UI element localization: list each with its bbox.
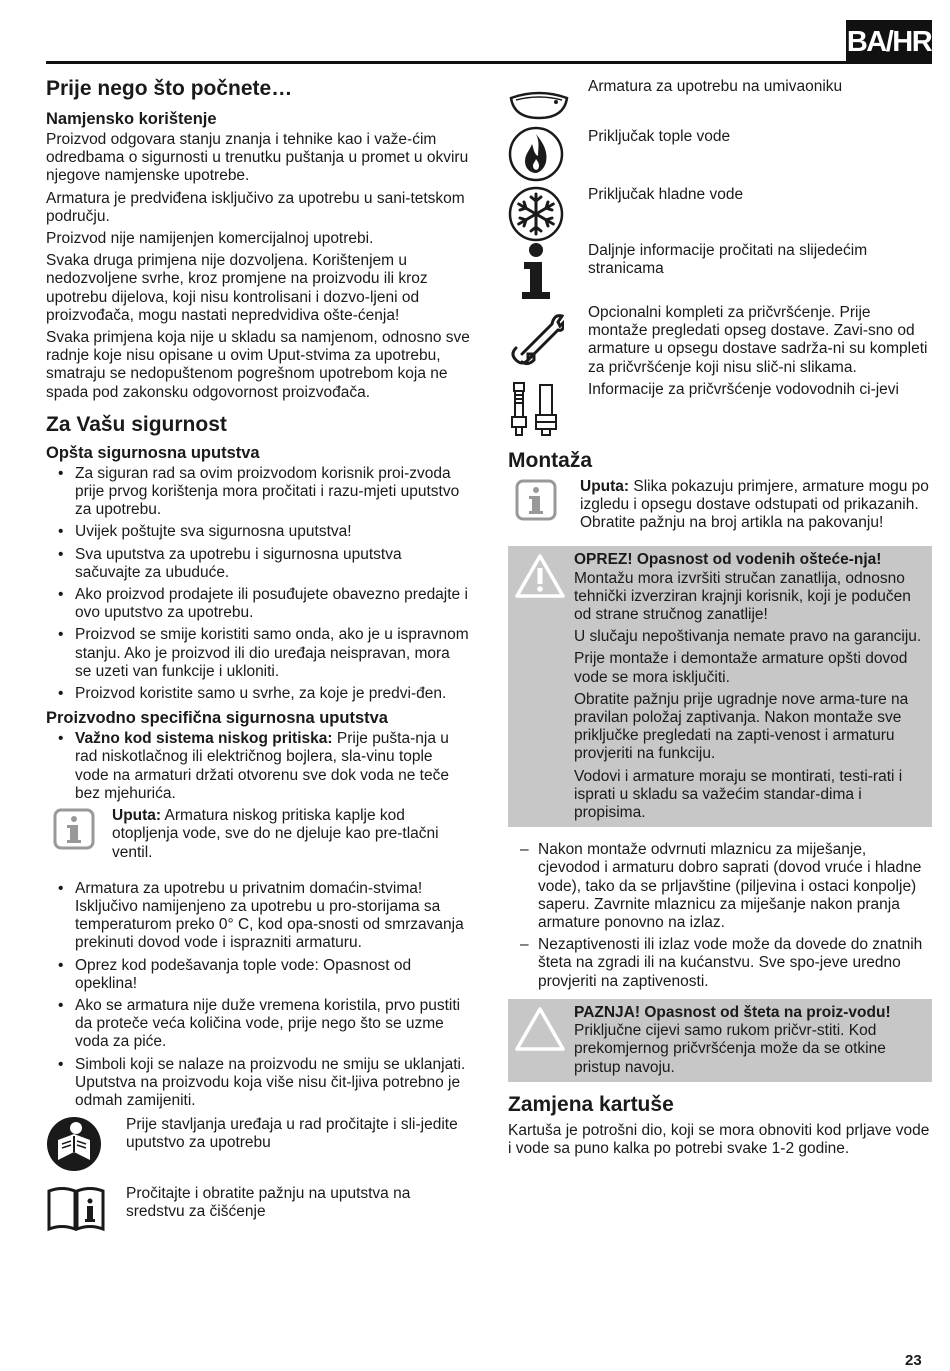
- symbol-read-manual: [46, 1116, 470, 1177]
- hose-connectors-icon: [508, 381, 588, 442]
- caution-box-water-damage: [508, 546, 932, 827]
- header-rule: [46, 61, 932, 64]
- caution-paragraph: [574, 551, 926, 624]
- heading-before-you-start: Prije nego što počnete…: [46, 77, 293, 100]
- symbol-text: Armatura za upotrebu na umivaoniku: [588, 78, 843, 95]
- info-icon: [508, 242, 588, 305]
- list-item: – Nezaptivenosti ili izlaz vode može da dovede do znatnih šteta na zgradi ili na kućanstvu. Sve spo-jeve uredno provjeriti na zaptivenosti.: [508, 936, 932, 991]
- note-icon: [52, 807, 112, 856]
- note-text: [112, 807, 470, 862]
- symbol-text: Informacije za pričvršćenje vodovodnih ci-jevi: [588, 380, 899, 398]
- heading-general-safety: Opšta sigurnosna uputstva: [46, 443, 260, 462]
- paragraph: Svaka druga primjena nije dozvoljena. Korištenjem u nedozvoljene svrhe, kroz promjene na proizvodu ili kroz upotrebu dijelova, koji nisu kontrolisani i dozvo-ljeni od proizvođača, mogu nastati nepredvidiva ošte-ćenja!: [46, 252, 428, 324]
- symbol-mounting-kits: [508, 304, 932, 377]
- list-item: • Ako se armatura nije duže vremena koristila, prvo pustiti da proteče veća količina vode, prije nego što se uzme voda za piće.: [46, 997, 470, 1052]
- paragraph: Svaka primjena koja nije u skladu sa namjenom, odnosno sve radnje koje nisu opisane u ovim Uput-stvima za upotrebu, smatraju se nedopuštenom pogrešnom upotrebom koja ne spada pod zakonsku odgovornost proizvođača.: [46, 329, 470, 401]
- caution-text: [574, 551, 926, 822]
- list-item: • Simboli koji se nalaze na proizvodu ne smiju se uklanjati. Uputstva na proizvodu koja više nisu čit-ljiva potrebno je odmah zamijeniti.: [46, 1056, 470, 1111]
- symbol-read-book: [46, 1185, 470, 1236]
- note-text: [580, 478, 932, 533]
- symbol-hose-connectors: [508, 381, 932, 442]
- note-paragraph: [112, 807, 470, 862]
- symbol-washbasin: [508, 74, 932, 126]
- heading-montaza: Montaža: [508, 448, 592, 472]
- book-info-icon: [46, 1185, 126, 1236]
- paragraph: Proizvod nije namijenjen komercijalnoj upotrebi.: [46, 230, 374, 248]
- specific-safety-list: [46, 730, 470, 803]
- read-manual-icon: [46, 1116, 126, 1177]
- installation-steps: [508, 841, 932, 991]
- note-label: Uputa:: [580, 477, 630, 495]
- symbol-text: Priključak hladne vode: [588, 186, 744, 203]
- paragraph: Armatura je predviđena isključivo za upotrebu u sani-tetskom području.: [46, 189, 465, 225]
- note-icon: [508, 478, 580, 527]
- flame-icon: [508, 126, 588, 187]
- list-item: – Nakon montaže odvrnuti mlaznicu za miješanje, cjevodod i armaturu dobro saprati (dovod vruće i hladne vode), tako da se prljavštine (piljevina i ostaci konpolje) saperu. Zavrnite mlaznicu za miješanje nakon pranja armature ponovno na izlaz.: [508, 841, 932, 932]
- paragraph: Proizvod odgovara stanju znanja i tehnike kao i važe-ćim odredbama o sigurnosti u trenutku puštanja u promet u okviru njegove namjenske upotrebe.: [46, 131, 469, 185]
- general-safety-list: [46, 465, 470, 703]
- note-label: Uputa:: [112, 807, 162, 825]
- list-item: • Armatura za upotrebu u privatnim domaćin-stvima! Isključivo namijenjeno za upotrebu u pro-storijama sa temperaturom preko 0° C, kod opa-snosti od smrzavanja prekinuti dovod vode i isprazniti armaturu.: [46, 880, 470, 953]
- heading-intended-use: Namjensko korištenje: [46, 110, 217, 128]
- symbol-text: Opcionalni kompleti za pričvršćenje. Prije montaže pregledati opseg dostave. Zavi-sno od armature u opsegu dostave sadrža-ni su kompleti za pričvršćenje koji nisu slič-ni slikama.: [588, 304, 928, 376]
- caution-paragraph: Obratite pažnju prije ugradnje nove arma-ture na pravilan položaj zaptivanja. Nakon montaže sve priključke pregledati na zapti-venost i armaturu provjeriti na funkciju.: [574, 690, 909, 763]
- list-item: • Ako proizvod prodajete ili posuđujete obavezno predajte i ovo uputstvo za upotrebu.: [46, 586, 470, 622]
- wrench-icon: [508, 304, 588, 371]
- intended-use-text: [46, 131, 470, 402]
- symbol-hot-water: [508, 126, 932, 182]
- note-body: Armatura niskog pritiska kaplje kod otopljenja vode, sve do ne djeluje kao pre-tlačni ventil.: [112, 807, 439, 861]
- list-item: • Sva uputstva za upotrebu i sigurnosna uputstva sačuvajte za ubuduće.: [46, 546, 470, 582]
- heading-product-specific-safety: Proizvodno specifična sigurnosna uputstva: [46, 709, 388, 728]
- caution-label: PAZNJA! Opasnost od šteta na proiz-vodu!: [574, 1003, 891, 1021]
- caution-paragraph: Prije montaže i demontaže armature opšti dovod vode se mora isključiti.: [574, 650, 908, 686]
- snowflake-icon: [508, 186, 588, 247]
- montaza-note: [508, 478, 932, 533]
- caution-paragraph: U slučaju nepoštivanja nemate pravo na garanciju.: [574, 628, 922, 646]
- heading-cartridge-replacement: Zamjena kartuše: [508, 1092, 674, 1116]
- list-item: • Proizvod koristite samo u svrhe, za koje je predvi-đen.: [46, 685, 470, 703]
- warning-triangle-icon: [514, 1004, 574, 1077]
- symbol-text: Prije stavljanja uređaja u rad pročitajte i sli-jedite uputstvo za upotrebu: [126, 1116, 458, 1152]
- right-column: [508, 74, 932, 1158]
- symbol-text: Priključak tople vode: [588, 128, 731, 145]
- list-item: • Oprez kod podešavanja tople vode: Opasnost od opeklina!: [46, 957, 470, 993]
- cartridge-text: Kartuša je potrošni dio, koji se mora obnoviti kod prljave vode i vode sa puno kalka po potrebi svake 1-2 godine.: [508, 1121, 930, 1157]
- more-safety-list: [46, 880, 470, 1110]
- caution-body: Priključne cijevi samo rukom pričvr-stiti. Kod prekomjernog pričvršćenja može da se otkine pristup navoju.: [574, 1022, 886, 1076]
- symbol-info: [508, 242, 932, 300]
- bold-lead: Važno kod sistema niskog pritiska:: [75, 730, 333, 748]
- list-item: [46, 730, 470, 803]
- symbol-cold-water: [508, 186, 932, 242]
- caution-box-product-damage: [508, 999, 932, 1082]
- caution-paragraph: [574, 1004, 926, 1077]
- language-tab: BA/HR: [846, 20, 932, 64]
- caution-text: [574, 1004, 926, 1077]
- caution-body: Montažu mora izvršiti stručan zanatlija, odnosno tehnički izverziran krajnji korisnik, koji je podučen od strane stručnog zanatlije!: [574, 569, 911, 624]
- heading-for-your-safety: Za Vašu sigurnost: [46, 412, 227, 436]
- symbol-text: Pročitajte i obratite pažnju na uputstva na sredstvu za čišćenje: [126, 1185, 411, 1221]
- washbasin-icon: [508, 74, 588, 125]
- warning-triangle-icon: [514, 551, 574, 822]
- symbol-text: Daljnje informacije pročitati na slijedećim stranicama: [588, 242, 868, 278]
- caution-paragraph: Vodovi i armature moraju se montirati, testi-rati i isprati u skladu sa važećim standar-dima i propisima.: [574, 767, 903, 822]
- note-paragraph: [580, 478, 932, 533]
- note-body: Slika pokazuju primjere, armature mogu po izgledu i opsegu dostave odstupati od prikazanih. Obratite pažnju na broj artikla na pakovanju!: [580, 477, 929, 532]
- list-item-text: Prije pušta-nja u rad niskotlačnog ili električnog bojlera, sla-vinu tople vode na armaturi držati otvorenu sve dok voda ne teče bez mjehurića.: [75, 730, 449, 802]
- low-pressure-note: [52, 807, 470, 862]
- list-item: • Uvijek poštujte sva sigurnosna uputstva!: [46, 523, 470, 541]
- left-column: [46, 74, 470, 1236]
- list-item: • Proizvod se smije koristiti samo onda, ako je u ispravnom stanju. Ako je proizvod ili dio uređaja neispravan, mora se uzeti van funkcije i ukloniti.: [46, 626, 470, 681]
- list-item: • Za siguran rad sa ovim proizvodom korisnik proi-zvoda prije prvog korištenja mora pročitati i razu-mjeti uputstvo za upotrebu.: [46, 465, 470, 520]
- caution-label: OPREZ! Opasnost od vodenih ošteće-nja!: [574, 551, 882, 569]
- page-number: 23: [905, 1352, 922, 1369]
